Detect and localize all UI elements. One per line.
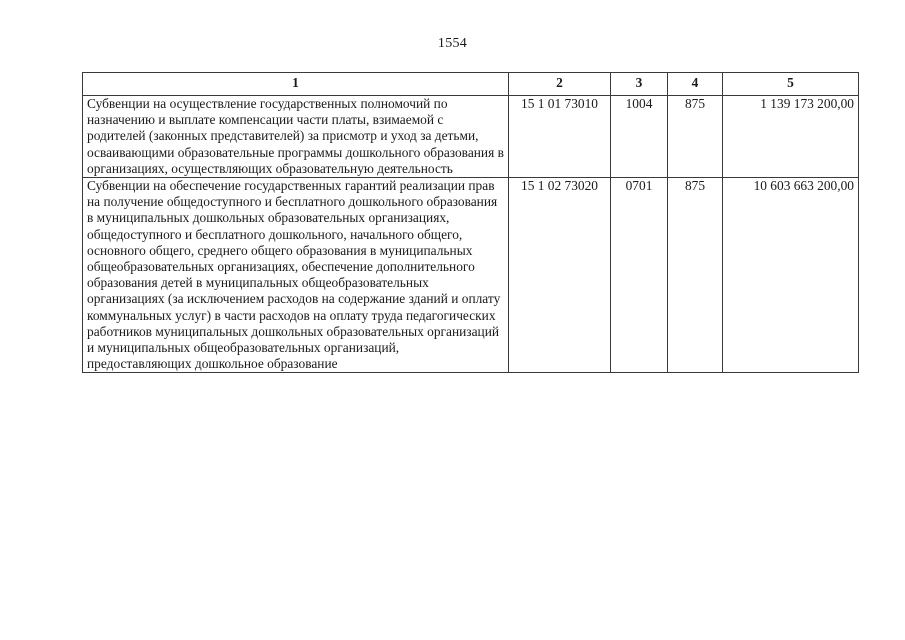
row-target-code: 15 1 02 73020: [509, 178, 611, 373]
table-header-row: [83, 73, 859, 96]
row-amount: 1 139 173 200,00: [723, 96, 859, 178]
table-row: [83, 96, 859, 178]
table-row: [83, 178, 859, 373]
column-header-4: 4: [668, 73, 723, 96]
row-description: Субвенции на осуществление государственных полномочий по назначению и выплате компенсации части платы, взимаемой с родителей (законных представителей) за присмотр и уход за детьми, осваивающими образовательные программы дошкольного образования в организациях, осуществляющих образовательную деятельность: [83, 96, 509, 178]
row-section-code: 1004: [611, 96, 668, 178]
row-target-code: 15 1 01 73010: [509, 96, 611, 178]
row-expense-type: 875: [668, 178, 723, 373]
row-expense-type: 875: [668, 96, 723, 178]
row-description: Субвенции на обеспечение государственных гарантий реализации прав на получение общедоступного и бесплатного дошкольного образования в муниципальных дошкольных образовательных организациях, общедоступного и бесплатного дошкольного, начального общего, основного общего, среднего общего образования в муниципальных общеобразовательных организациях, обеспечение дополнительного образования детей в муниципальных общеобразовательных организациях (за исключением расходов на содержание зданий и оплату коммунальных услуг) в части расходов на оплату труда педагогических работников муниципальных дошкольных образовательных организаций и муниципальных общеобразовательных организаций, предоставляющих дошкольное образование: [83, 178, 509, 373]
column-header-2: 2: [509, 73, 611, 96]
row-amount: 10 603 663 200,00: [723, 178, 859, 373]
budget-table: [82, 72, 859, 373]
column-header-1: 1: [83, 73, 509, 96]
column-header-3: 3: [611, 73, 668, 96]
column-header-5: 5: [723, 73, 859, 96]
page-number: 1554: [437, 36, 468, 51]
row-section-code: 0701: [611, 178, 668, 373]
